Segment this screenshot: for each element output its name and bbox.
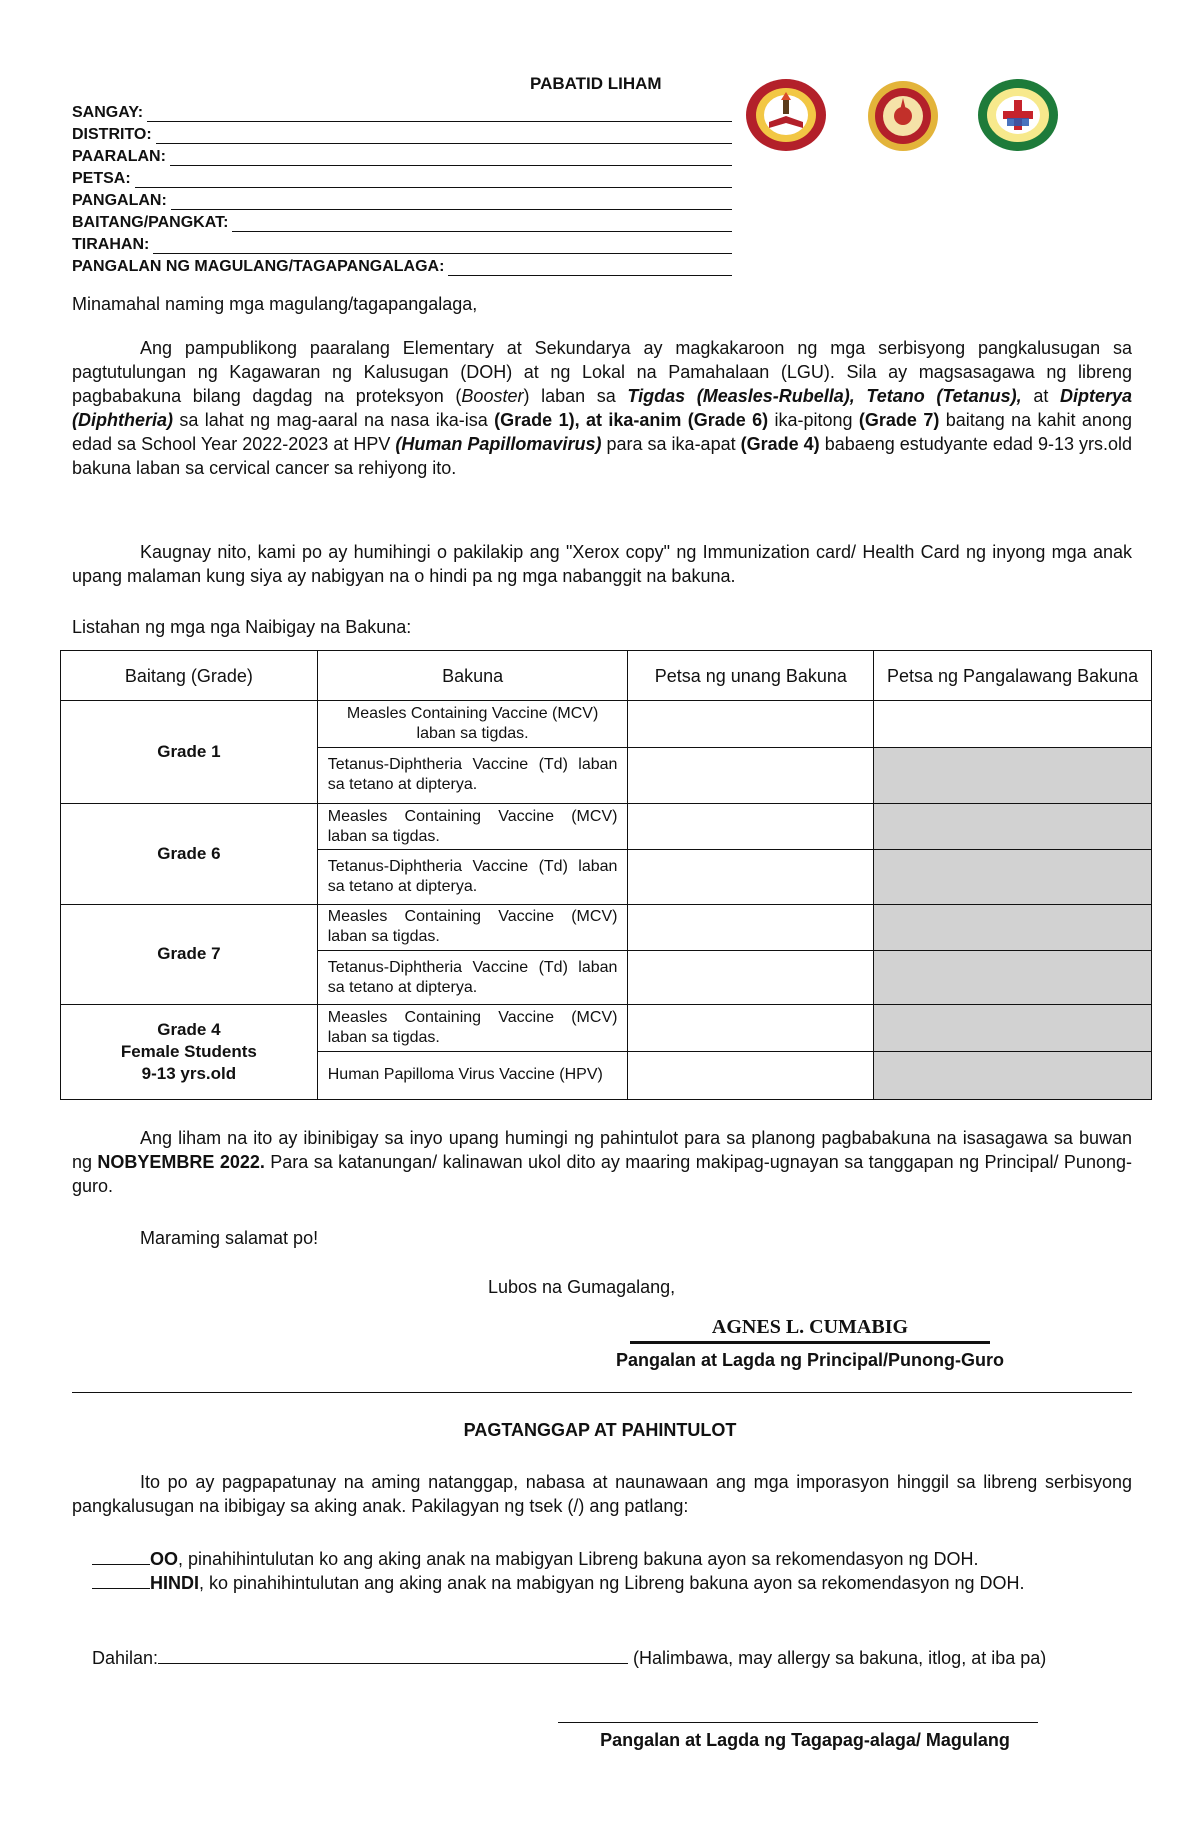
field-label: PETSA: — [72, 170, 131, 187]
field-paaralan[interactable] — [72, 144, 732, 166]
grade-cell: Grade 6 — [61, 804, 318, 905]
reason-row — [92, 1646, 1142, 1670]
reason-example: (Halimbawa, may allergy sa bakuna, itlog, at iba pa) — [628, 1648, 1047, 1668]
col-header-grade: Baitang (Grade) — [61, 651, 318, 701]
field-pangalan[interactable] — [72, 188, 732, 210]
thanks-text: Maraming salamat po! — [140, 1228, 319, 1248]
first-date-cell[interactable] — [628, 1005, 874, 1051]
first-date-cell[interactable] — [628, 1051, 874, 1099]
field-baitang[interactable] — [72, 210, 732, 232]
p1-grades: (Grade 1), at ika-anim (Grade 6) — [494, 410, 769, 430]
col-header-vaccine: Bakuna — [317, 651, 628, 701]
acceptance-title: PAGTANGGAP AT PAHINTULOT — [463, 1420, 737, 1440]
field-line — [153, 237, 732, 254]
vaccine-cell: Measles Containing Vaccine (MCV) laban sa tigdas. — [317, 804, 628, 850]
p3-text: Para sa katanungan/ kalinawan ukol dito ay maaring makipag-ugnayan sa tanggapan ng Principal/ Punong-guro. — [72, 1152, 1132, 1196]
field-line — [232, 215, 732, 232]
field-label: PAARALAN: — [72, 148, 166, 165]
field-line — [448, 259, 732, 276]
table-row — [61, 1005, 1152, 1051]
paragraph-3 — [72, 1126, 1132, 1198]
vaccine-cell: Measles Containing Vaccine (MCV) laban sa tigdas. — [317, 904, 628, 950]
option-no-text: , ko pinahihintulutan ang aking anak na mabigyan ng Libreng bakuna ayon sa rekomendasyon ng DOH. — [199, 1573, 1025, 1593]
p1-grade4: (Grade 4) — [740, 434, 820, 454]
field-line — [147, 105, 732, 122]
field-line — [135, 171, 732, 188]
p1-grade7: (Grade 7) — [858, 410, 940, 430]
checkbox-blank[interactable] — [92, 1572, 150, 1589]
option-yes-label: OO — [150, 1549, 179, 1569]
p1-text: baitang na kahit anong edad sa School Year 2022-2023 at HPV — [72, 410, 1132, 454]
p1-text: ika-pitong — [768, 410, 859, 430]
field-line — [170, 149, 732, 166]
second-date-cell-shaded — [874, 747, 1152, 803]
vaccine-table — [60, 650, 1152, 1100]
vaccine-cell: Human Papilloma Virus Vaccine (HPV) — [317, 1051, 628, 1099]
option-no-label: HINDI — [150, 1573, 199, 1593]
p1-hpv: (Human Papillomavirus) — [395, 434, 602, 454]
guardian-signature-line[interactable] — [558, 1722, 1038, 1723]
grade-cell: Grade 1 — [61, 701, 318, 804]
header-fields — [72, 100, 732, 276]
checkbox-blank[interactable] — [92, 1548, 150, 1565]
acceptance-text: Ito po ay pagpapatunay na aming natanggap, nabasa at naunawaan ang mga imporasyon hinggil sa libreng serbisyong pangkalusugan na ibibigay sa aking anak. Pakilagyan ng tsek (/) ang patlang: — [72, 1472, 1132, 1516]
p1-text: ) laban sa — [523, 386, 628, 406]
vaccine-cell: Measles Containing Vaccine (MCV) laban sa tigdas. — [317, 1005, 628, 1051]
table-header-row — [61, 651, 1152, 701]
table-row — [61, 701, 1152, 747]
p1-measles: Tigdas (Measles-Rubella), Tetano (Tetanus), — [627, 386, 1022, 406]
vaccine-cell: Tetanus-Diphtheria Vaccine (Td) laban sa tetano at dipterya. — [317, 747, 628, 803]
p1-booster: Booster — [461, 386, 524, 406]
vaccine-cell: Tetanus-Diphtheria Vaccine (Td) laban sa tetano at dipterya. — [317, 850, 628, 904]
field-label: DISTRITO: — [72, 126, 152, 143]
principal-name: AGNES L. CUMABIG — [630, 1316, 990, 1344]
field-line — [171, 193, 732, 210]
table-row — [61, 804, 1152, 850]
salutation: Minamahal naming mga magulang/tagapangalaga, — [72, 294, 478, 314]
vaccine-cell: Measles Containing Vaccine (MCV) laban sa tigdas. — [317, 701, 628, 747]
division-seal-icon — [867, 80, 939, 152]
first-date-cell[interactable] — [628, 904, 874, 950]
p1-text: babaeng estudyante edad 9-13 yrs.old bakuna laban sa cervical cancer sa rehiyong ito. — [72, 434, 1133, 478]
field-label: BAITANG/PANGKAT: — [72, 214, 229, 231]
field-petsa[interactable] — [72, 166, 732, 188]
first-date-cell[interactable] — [628, 804, 874, 850]
option-no[interactable] — [92, 1571, 1142, 1595]
option-yes[interactable] — [92, 1547, 1142, 1571]
grade4-age: 9-13 yrs.old — [141, 1064, 237, 1084]
first-date-cell[interactable] — [628, 950, 874, 1004]
vaccine-cell: Tetanus-Diphtheria Vaccine (Td) laban sa tetano at dipterya. — [317, 950, 628, 1004]
second-date-cell-shaded — [874, 1005, 1152, 1051]
grade4-label: Grade 4 — [157, 1020, 221, 1040]
principal-role: Pangalan at Lagda ng Principal/Punong-Guro — [615, 1350, 1005, 1370]
grade4-female: Female Students — [120, 1042, 257, 1062]
closing-text: Lubos na Gumagalang, — [488, 1277, 676, 1297]
first-date-cell[interactable] — [628, 701, 874, 747]
school-seal-icon — [745, 78, 827, 152]
p1-text: para sa ika-apat — [601, 434, 741, 454]
second-date-cell-shaded — [874, 904, 1152, 950]
second-date-cell-shaded — [874, 804, 1152, 850]
p3-month: NOBYEMBRE 2022. — [97, 1152, 265, 1172]
reason-input-line[interactable] — [158, 1647, 628, 1664]
seal-logos — [745, 78, 1085, 152]
field-magulang[interactable] — [72, 254, 732, 276]
option-yes-text: , pinahihintulutan ko ang aking anak na mabigyan Libreng bakuna ayon sa rekomendasyon ng DOH. — [178, 1549, 979, 1569]
paragraph-1 — [72, 336, 1132, 480]
reason-label: Dahilan: — [92, 1648, 159, 1668]
second-date-cell[interactable] — [874, 701, 1152, 747]
field-label: TIRAHAN: — [72, 236, 150, 253]
p1-diphtheria: Dipterya (Diphtheria) — [72, 386, 1132, 430]
grade-cell — [61, 1005, 318, 1100]
vaccine-list-label: Listahan ng mga nga Naibigay na Bakuna: — [72, 617, 412, 637]
p1-text: at — [1021, 386, 1060, 406]
field-tirahan[interactable] — [72, 232, 732, 254]
field-sangay[interactable] — [72, 100, 732, 122]
first-date-cell[interactable] — [628, 850, 874, 904]
col-header-second-date: Petsa ng Pangalawang Bakuna — [874, 651, 1152, 701]
paragraph-2: Kaugnay nito, kami po ay humihingi o pakilakip ang "Xerox copy" ng Immunization card/ Health Card ng inyong mga anak upang malaman kung siya ay nabigyan na o hindi pa ng mga nabanggit na bakuna. — [72, 542, 1132, 586]
field-label: PANGALAN NG MAGULANG/TAGAPANGALAGA: — [72, 258, 445, 275]
first-date-cell[interactable] — [628, 747, 874, 803]
doh-seal-icon — [977, 78, 1059, 152]
col-header-first-date: Petsa ng unang Bakuna — [628, 651, 874, 701]
letter-title: PABATID LIHAM — [530, 74, 662, 93]
second-date-cell-shaded — [874, 850, 1152, 904]
field-label: SANGAY: — [72, 104, 144, 121]
grade-cell: Grade 7 — [61, 904, 318, 1005]
p3-text: Ang liham na ito ay ibinibigay sa inyo upang humingi ng pahintulot para sa planong pagbabakuna na isasagawa sa buwan ng — [72, 1128, 1132, 1172]
field-line — [156, 127, 732, 144]
second-date-cell-shaded — [874, 1051, 1152, 1099]
field-label: PANGALAN: — [72, 192, 167, 209]
p1-text: sa lahat ng mag-aaral na nasa ika-isa — [173, 410, 495, 430]
divider — [72, 1392, 1132, 1393]
p1-text: Ang pampublikong paaralang Elementary at Sekundarya ay magkakaroon ng mga serbisyong pangkalusugan sa pagtutulungan ng Kagawaran ng Kalusugan (DOH) at ng Lokal na Pamahalaan (LGU). Sila ay magsasagawa ng libreng pagbabakuna bilang dagdag na proteksyon ( — [72, 338, 1132, 406]
second-date-cell-shaded — [874, 950, 1152, 1004]
field-distrito[interactable] — [72, 122, 732, 144]
table-row — [61, 904, 1152, 950]
guardian-role: Pangalan at Lagda ng Tagapag-alaga/ Magulang — [600, 1730, 1010, 1750]
